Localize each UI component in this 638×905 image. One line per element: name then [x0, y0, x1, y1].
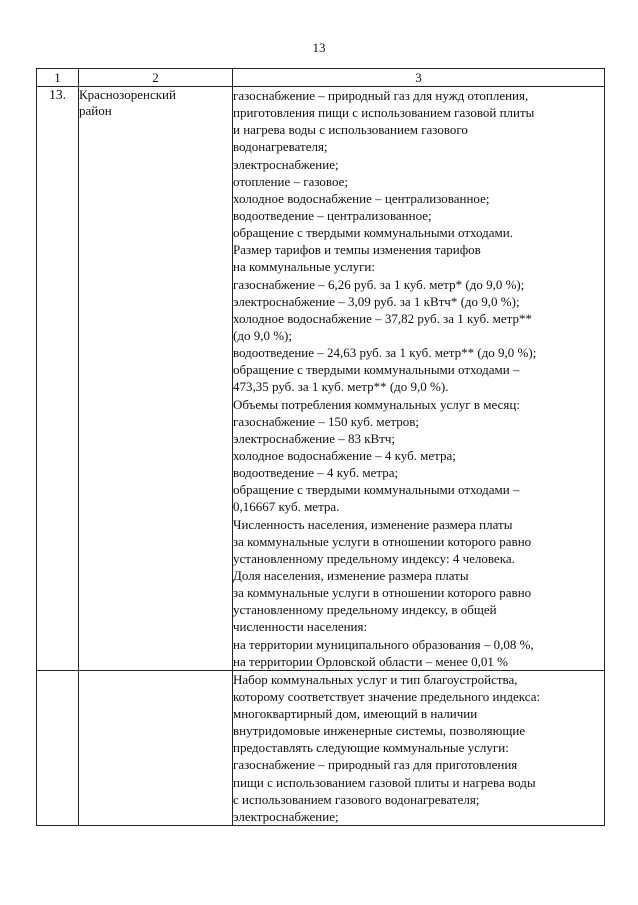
row-number [37, 670, 79, 825]
text-line: на территории Орловской области – менее 0,01 % [233, 653, 508, 669]
table-row [37, 670, 605, 825]
text-line: Объемы потребления коммунальных услуг в месяц: [233, 396, 520, 412]
text-line: водонагревателя; [233, 139, 328, 155]
table-row [37, 87, 605, 671]
text-line: газоснабжение – 150 куб. метров; [233, 413, 419, 429]
text-line: многоквартирный дом, имеющий в наличии [233, 706, 478, 722]
text-line: на территории муниципального образования – 0,08 %, [233, 636, 534, 652]
text-line: 0,16667 куб. метра. [233, 499, 340, 515]
tariff-table [36, 68, 605, 826]
text-line: Доля населения, изменение размера платы [233, 567, 469, 583]
district-name-line: Краснозоренский [79, 87, 176, 102]
text-line: электроснабжение; [233, 156, 339, 172]
text-line: холодное водоснабжение – 37,82 руб. за 1 куб. метр** [233, 310, 532, 326]
text-line: установленному предельному индексу: 4 человека. [233, 550, 515, 566]
row-number: 13. [37, 87, 79, 671]
text-line: 473,35 руб. за 1 куб. метр** (до 9,0 %). [233, 379, 449, 395]
text-line: и нагрева воды с использованием газового [233, 122, 468, 138]
column-header-1: 1 [37, 69, 79, 87]
text-line: электроснабжение – 83 кВтч; [233, 430, 396, 446]
text-line: с использованием газового водонагревателя; [233, 791, 480, 807]
district-name [79, 670, 233, 825]
text-line: на коммунальные услуги: [233, 259, 375, 275]
row-description [233, 87, 605, 671]
table-header-row [37, 69, 605, 87]
text-line: внутридомовые инженерные системы, позволяющие [233, 723, 526, 739]
text-line: Размер тарифов и темпы изменения тарифов [233, 242, 481, 258]
text-line: за коммунальные услуги в отношении которого равно [233, 585, 532, 601]
district-name [79, 87, 233, 671]
column-header-2: 2 [79, 69, 233, 87]
text-line: водоотведение – 24,63 руб. за 1 куб. метр** (до 9,0 %); [233, 345, 537, 361]
text-line: холодное водоснабжение – 4 куб. метра; [233, 447, 456, 463]
text-line: (до 9,0 %); [233, 327, 292, 343]
text-line: обращение с твердыми коммунальными отходами. [233, 225, 513, 241]
row-description [233, 670, 605, 825]
text-line: обращение с твердыми коммунальными отходами – [233, 362, 520, 378]
text-line: газоснабжение – природный газ для приготовления [233, 757, 518, 773]
text-line: которому соответствует значение предельного индекса: [233, 688, 541, 704]
page-number: 13 [312, 40, 326, 55]
text-line: отопление – газовое; [233, 173, 348, 189]
text-line: установленному предельному индексу, в общей [233, 602, 497, 618]
text-line: водоотведение – централизованное; [233, 207, 432, 223]
column-header-3: 3 [233, 69, 605, 87]
text-line: пищи с использованием газовой плиты и нагрева воды [233, 774, 536, 790]
district-name-line: район [79, 103, 112, 118]
text-line: Набор коммунальных услуг и тип благоустройства, [233, 671, 518, 687]
text-line: приготовления пищи с использованием газовой плиты [233, 105, 535, 121]
text-line: холодное водоснабжение – централизованное; [233, 190, 490, 206]
text-line: обращение с твердыми коммунальными отходами – [233, 482, 520, 498]
text-line: предоставлять следующие коммунальные услуги: [233, 740, 509, 756]
text-line: газоснабжение – 6,26 руб. за 1 куб. метр* (до 9,0 %); [233, 276, 525, 292]
text-line: за коммунальные услуги в отношении которого равно [233, 533, 532, 549]
text-line: водоотведение – 4 куб. метра; [233, 465, 399, 481]
text-line: электроснабжение; [233, 808, 339, 824]
text-line: газоснабжение – природный газ для нужд отопления, [233, 88, 529, 103]
text-line: Численность населения, изменение размера платы [233, 516, 513, 532]
text-line: численности населения: [233, 619, 368, 635]
text-line: электроснабжение – 3,09 руб. за 1 кВтч* (до 9,0 %); [233, 293, 520, 309]
